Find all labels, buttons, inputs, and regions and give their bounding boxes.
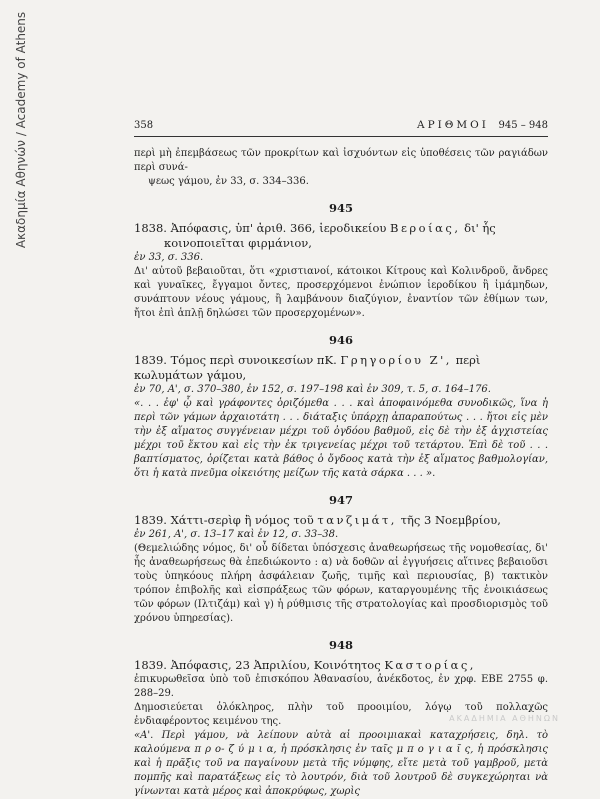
entry-title	[134, 513, 548, 528]
watermark: ΑΚΑΔΗΜΙΑ ΑΘΗΝΩΝ	[449, 714, 560, 723]
entry-ref-text: ἐν 33, σ. 336.	[134, 252, 204, 263]
entry-title-text: Ἀπόφασις, ὑπ' ἀριθ. 366, ἱεροδικείου	[170, 221, 387, 235]
entry-number: 948	[328, 638, 353, 652]
archive-side-label	[10, 0, 32, 260]
entry-title-text: Τόμος περὶ συνοικεσίων πΚ.	[170, 353, 337, 367]
entry-body-text: «. . . ἐφ' ᾧ καὶ γράφοντες ὁριζόμεθα . . . καὶ ἀποφαινόμεθα συνοδικῶς, ἵνα ἡ περὶ τῶν γάμων ἀρχαιοτάτη . . . διάταξις ὑπάρχῃ ἀπαραπούτως . . . ἤτοι εἰς μὲν τὴν ἐξ αἵματος συγγένειαν μέχρι τοῦ ὀγδόου βαθμοῦ, εἰς δὲ τὴν ἐξ ἀγχιστείας μέχρι τοῦ ἕκτου καὶ εἰς τὴν ἐκ τριγενείας μέχρι τοῦ τετάρτου. Ἐπὶ δὲ τοῦ . . . βαπτίσματος, ὁρίζεται κατὰ βάθος ὁ ὄγδοος κατὰ τὴν ἐξ αἵματος βαθμολογίαν, ὅτι ἡ κατὰ πνεῦμα οἰκειότης μείζων τῆς κατὰ σάρκα . . . ».	[134, 398, 548, 479]
running-header	[134, 118, 548, 137]
intro-line-2: ψεως γάμου, ἐν 33, σ. 334–336.	[148, 176, 309, 187]
entry-body	[134, 729, 548, 799]
intro-line-1: περὶ μὴ ἐπεμβάσεως τῶν προκρίτων καὶ ἰσχυόντων εἰς ὑποθέσεις τῶν ραγιάδων περὶ συνά-	[134, 148, 548, 173]
entry-body: Δι' αὐτοῦ βεβαιοῦται, ὅτι «χριστιανοί, κάτοικοι Κίτρους καὶ Κολινδροῦ, ἄνδρες καὶ γυναῖκες, ἔγγαμοι ὄντες, προσερχόμενοι ἐνώπιον ἱεροδίκου ἢ ἱμάμηδων, συνάπτουν νέους γάμους, ἢ λαμβάνουν διαζύγιον, ἐναντίον τῶν ἐθίμων των, ἤτοι ἐπὶ ἁπλῇ δηλώσει τῶν προσερχομένων».	[134, 266, 548, 319]
entry-ref: ἐπικυρωθεῖσα ὑπὸ τοῦ ἐπισκόπου Ἀθανασίου, ἀνέκδοτος, ἐν χρφ. ΕΒΕ 2755 φ. 288–29.	[134, 674, 548, 699]
entry-title-cont: κοινοποιεῖται φιρμάνιον,	[164, 236, 312, 250]
header-title: ΑΡΙΘΜΟΙ	[417, 119, 489, 131]
document-page	[134, 118, 548, 799]
entry-year: 1839.	[134, 513, 167, 527]
entry-body	[134, 397, 548, 481]
entry-body-text: «Α'. Περὶ γάμου, νὰ λείπουν αὐτὰ αἱ προοιμιακαὶ καταχρήσεις, δηλ. τὸ καλούμενα π ρ ο- ζ ύ μ ι α, ἡ πρόσκλησις ἐν ταῖς μ π ο γ ι α ῖ ς, ἡ πρόσκλησις καὶ ἡ πρᾶξις τοῦ να παγαίνουν μετὰ τῆς νύμφης, εἴτε μετὰ τοῦ γαμβροῦ, μετὰ πομπῆς καὶ παρατάξεως εἰς τὸ λουτρόν, διὰ τοῦ λουτροῦ δὲ συγκεχώρηται νὰ γίνωνται κατὰ μέρος καὶ ἀποκρύφως, χωρὶς	[134, 730, 548, 797]
entry-year: 1838.	[134, 221, 167, 235]
entry-year: 1839.	[134, 658, 167, 672]
entry-title-spaced: Βεροίας,	[390, 221, 461, 235]
entry-ref: ἐν 70, Α', σ. 370–380, ἐν 152, σ. 197–198 καὶ ἐν 309, τ. 5, σ. 164–176.	[134, 384, 491, 395]
entry-year: 1839.	[134, 353, 167, 367]
entry-number: 945	[328, 201, 353, 215]
entry-ref: ἐν 261, Α', σ. 13–17 καὶ ἐν 12, σ. 33–38.	[134, 529, 339, 540]
entry-body: (Θεμελιώδης νόμος, δι' οὗ δίδεται ὑπόσχεσις ἀναθεωρήσεως τῆς νομοθεσίας, δι' ἧς ἀναθεωρήσεως θὰ ἐπεδιώκοντο : α) νὰ δοθῶν αἱ ἐγγυήσεις αἵτινες βεβαιοῦσι τοὺς ὑπηκόους πλήρη ἀσφάλειαν ζωῆς, τιμῆς καὶ περιουσίας, β) τακτικὸν τρόπον ἐπιβολῆς καὶ εἰσπράξεως τῶν φόρων, καταργουμένης τῆς ἐνοικιάσεως τῶν φόρων (Ιλτιζάμ) καὶ γ) ἡ ρύθμισις τῆς στρατολογίας καὶ προσδιορισμὸς τοῦ χρόνου ὑπηρεσίας).	[134, 543, 548, 624]
entry-number: 946	[328, 333, 353, 347]
entry-title	[134, 353, 548, 383]
entry-title-text: Ἀπόφασις, 23 Ἀπριλίου, Κοινότητος	[170, 658, 381, 672]
entry-title-text: περὶ κωλυμάτων γάμου,	[134, 353, 481, 382]
entry-title-spaced: τανζιμάτ,	[317, 513, 397, 527]
entry-number: 947	[328, 493, 353, 507]
header-right	[417, 118, 548, 133]
archive-label-text: Ακαδημία Αθηνών / Academy of Athens	[14, 11, 29, 249]
entry-title	[134, 658, 548, 673]
entry-note: Δημοσιεύεται ὁλόκληρος, πλὴν τοῦ προοιμίου, λόγῳ τοῦ πολλαχῶς ἐνδιαφέροντος κειμένου της.	[134, 702, 548, 727]
entry-title-spaced: Καστορίας,	[384, 658, 476, 672]
entry-title-text: τῆς 3 Νοεμβρίου,	[400, 513, 501, 527]
entry-ref	[134, 251, 548, 265]
header-range: 945 – 948	[498, 120, 548, 131]
entry-title-text: Χάττι-σερὶφ ἢ νόμος τοῦ	[170, 513, 314, 527]
entry-title-spaced: Γρηγορίου Ζ',	[340, 353, 452, 367]
entry-title-text: δι' ἧς	[464, 221, 496, 235]
entry-title	[134, 221, 548, 236]
page-number: 358	[134, 120, 154, 131]
